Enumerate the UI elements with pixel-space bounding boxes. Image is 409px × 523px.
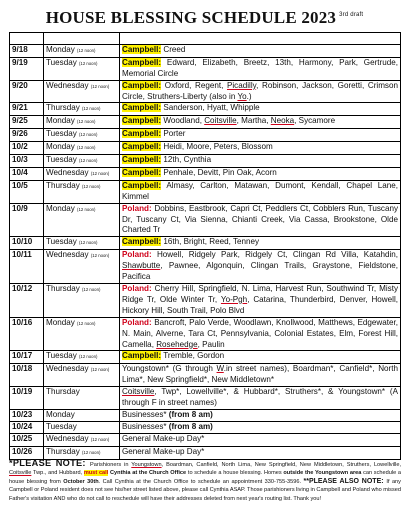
- header-row: [10, 33, 401, 45]
- streets-cell: [120, 129, 401, 142]
- time-note: (12 noon): [79, 158, 98, 164]
- time-note: (12 noon): [82, 449, 101, 455]
- street-text: 12th, Cynthia: [163, 155, 212, 165]
- street-text: Porter: [163, 129, 186, 139]
- street-text: Picadilly: [226, 80, 257, 90]
- street-text: Oxford, Regent,: [164, 80, 227, 90]
- notice-text: If any Campbell or Poland resident does not see his/her street listed above, please call Cynthia ASAP. Those parishioners living in Campbell and Poland who missed Father's visitation AND who do not call to reschedule will have their addresses deleted from next year's routing list. Thank you!: [9, 478, 401, 502]
- campbell-label: Campbell:: [122, 116, 162, 126]
- campbell-label: Campbell:: [122, 103, 162, 113]
- day-cell: [44, 421, 120, 433]
- weekday-label: Wednesday: [46, 80, 89, 90]
- campbell-label: Campbell:: [122, 351, 162, 361]
- poland-label: Poland:: [122, 203, 152, 213]
- schedule-rows: [10, 33, 401, 460]
- poland-label: Poland:: [122, 250, 152, 260]
- weekday-label: Thursday: [46, 387, 80, 397]
- day-cell: [44, 80, 120, 103]
- streets-cell: [120, 421, 401, 433]
- streets-cell: [120, 155, 401, 168]
- streets-cell: [120, 142, 401, 155]
- date-cell: 10/5: [10, 180, 44, 203]
- date-cell: 10/12: [10, 284, 44, 318]
- notice-text: Cynthia at the Church Office: [108, 470, 187, 477]
- street-text: Businesses*: [122, 421, 169, 431]
- schedule-row: [10, 142, 401, 155]
- street-text: Cherry Hill, Springfield, N. Lima, Harvest Run, Southwind Tr, Misty Ridge Tr, Olde Winter Tr,: [122, 284, 399, 304]
- schedule-row: [10, 364, 401, 387]
- streets-cell: [120, 103, 401, 116]
- street-text: , Catarina, Thunderbird, Denver, Howell, Hickory Hill, South Trail, Polo Blvd: [122, 294, 399, 315]
- weekday-label: Thursday: [46, 446, 80, 456]
- date-cell: 10/23: [10, 409, 44, 421]
- street-text: Tremble, Gordon: [163, 351, 225, 361]
- day-cell: [44, 351, 120, 364]
- weekday-label: Monday: [46, 116, 75, 126]
- title-text: HOUSE BLESSING SCHEDULE 2023: [45, 8, 337, 27]
- street-text: (from 8 am): [168, 421, 213, 431]
- streets-cell: [120, 250, 401, 284]
- day-cell: [44, 155, 120, 168]
- poland-label: Poland:: [122, 317, 152, 327]
- street-text: General Make-up Day*: [122, 446, 205, 456]
- street-text: Coitsville: [204, 116, 237, 126]
- header-date-cell: [10, 33, 44, 45]
- weekday-label: Wednesday: [46, 167, 89, 177]
- street-text: , Twp*, Lowellville*, & Hubbard*, Struthers*, & Youngstown* (A through F in street names): [122, 387, 398, 408]
- weekday-label: Monday: [46, 409, 75, 419]
- streets-cell: [120, 433, 401, 446]
- page-title: [0, 8, 409, 28]
- street-text: Shawbutte: [122, 261, 161, 271]
- schedule-row: [10, 80, 401, 103]
- street-text: .in street names), Boardman*, Canfield*, North Lima*, New Springfield*, New Middletown*: [122, 364, 398, 385]
- day-cell: [44, 237, 120, 250]
- schedule-row: [10, 203, 401, 237]
- time-note: (12 noon): [79, 354, 98, 360]
- time-note: (12 noon): [82, 106, 101, 112]
- date-cell: 9/25: [10, 116, 44, 129]
- date-cell: 10/18: [10, 364, 44, 387]
- time-note: (12 noon): [77, 145, 96, 151]
- day-cell: [44, 387, 120, 410]
- weekday-label: Thursday: [46, 103, 80, 113]
- weekday-label: Tuesday: [46, 351, 77, 361]
- notes-paragraph: [9, 459, 401, 503]
- streets-cell: [120, 80, 401, 103]
- campbell-label: Campbell:: [122, 237, 162, 247]
- day-cell: [44, 142, 120, 155]
- notice-text: outside the Youngstown area: [283, 470, 362, 477]
- notice-text: can schedule a house blessing from: [9, 470, 402, 485]
- date-cell: 10/17: [10, 351, 44, 364]
- campbell-label: Campbell:: [122, 44, 162, 54]
- schedule-row: [10, 250, 401, 284]
- street-text: W: [216, 364, 224, 374]
- weekday-label: Tuesday: [46, 57, 77, 67]
- date-cell: 10/11: [10, 250, 44, 284]
- schedule-row: [10, 433, 401, 446]
- streets-cell: [120, 44, 401, 57]
- street-text: , Pawnee, Algonquin, Clingan Trails, Graystone, Fieldstone, Pacifica: [122, 261, 398, 282]
- weekday-label: Tuesday: [46, 129, 77, 139]
- street-text: Heidi, Moore, Peters, Blossom: [163, 142, 273, 152]
- schedule-row: [10, 409, 401, 421]
- street-text: Rosehedge: [156, 339, 198, 349]
- notice-text: Parishioners in: [90, 462, 132, 468]
- date-cell: 10/9: [10, 203, 44, 237]
- streets-cell: [120, 446, 401, 459]
- schedule-row: [10, 284, 401, 318]
- time-note: (12 noon): [90, 367, 110, 373]
- schedule-row: [10, 116, 401, 129]
- streets-cell: [120, 409, 401, 421]
- schedule-row: [10, 180, 401, 203]
- notice-text: to schedule a house blessing. Homes: [186, 470, 284, 477]
- time-note: (12 noon): [77, 119, 96, 125]
- streets-cell: [120, 351, 401, 364]
- schedule-row: [10, 421, 401, 433]
- date-cell: 10/19: [10, 387, 44, 410]
- streets-cell: [120, 387, 401, 410]
- header-day-cell: [44, 33, 120, 45]
- date-cell: 10/4: [10, 167, 44, 180]
- date-cell: 10/2: [10, 142, 44, 155]
- date-cell: 9/18: [10, 44, 44, 57]
- street-text: Yo: [237, 91, 247, 101]
- date-cell: 10/24: [10, 421, 44, 433]
- streets-cell: [120, 237, 401, 250]
- weekday-label: Tuesday: [46, 155, 77, 165]
- date-cell: 10/3: [10, 155, 44, 168]
- date-cell: 9/26: [10, 129, 44, 142]
- campbell-label: Campbell:: [122, 57, 162, 67]
- weekday-label: Monday: [46, 317, 75, 327]
- time-note: (12 noon): [90, 83, 110, 89]
- weekday-label: Thursday: [46, 284, 80, 294]
- streets-cell: [120, 364, 401, 387]
- day-cell: [44, 103, 120, 116]
- weekday-label: Wednesday: [46, 250, 89, 260]
- schedule-row: [10, 129, 401, 142]
- street-text: .): [246, 91, 252, 101]
- draft-note: 3rd draft: [339, 12, 364, 19]
- day-cell: [44, 129, 120, 142]
- street-text: (from 8 am): [168, 409, 213, 419]
- streets-cell: [120, 203, 401, 237]
- campbell-label: Campbell:: [122, 180, 162, 190]
- notice-heading: **PLEASE ALSO NOTE:: [303, 477, 387, 485]
- campbell-label: Campbell:: [122, 167, 162, 177]
- campbell-label: Campbell:: [122, 129, 162, 139]
- date-cell: 9/19: [10, 57, 44, 80]
- schedule-row: [10, 57, 401, 80]
- time-note: (12 noon): [90, 253, 110, 259]
- street-text: Businesses*: [122, 409, 169, 419]
- street-text: Neoka: [270, 116, 295, 126]
- streets-cell: [120, 167, 401, 180]
- street-text: Youngstown* (G through: [122, 364, 217, 374]
- weekday-label: Monday: [46, 142, 75, 152]
- campbell-label: Campbell:: [122, 142, 162, 152]
- street-text: Edward, Elizabeth, Breetz, 13th, Harmony, Park, Gertrude, Memorial Circle: [122, 57, 399, 78]
- day-cell: [44, 203, 120, 237]
- header-streets-cell: [120, 33, 401, 45]
- street-text: Penhale, Devitt, Pin Oak, Acorn: [163, 167, 277, 177]
- day-cell: [44, 167, 120, 180]
- schedule-row: [10, 387, 401, 410]
- date-cell: 10/16: [10, 317, 44, 351]
- schedule-row: [10, 237, 401, 250]
- weekday-label: Wednesday: [46, 433, 89, 443]
- schedule-row: [10, 155, 401, 168]
- day-cell: [44, 44, 120, 57]
- time-note: (12 noon): [79, 60, 98, 66]
- street-text: Creed: [163, 44, 186, 54]
- time-note: (12 noon): [77, 47, 96, 53]
- day-cell: [44, 409, 120, 421]
- weekday-label: Thursday: [46, 180, 80, 190]
- day-cell: [44, 116, 120, 129]
- must-call-highlight: must call: [83, 470, 109, 477]
- time-note: (12 noon): [82, 287, 101, 293]
- streets-cell: [120, 116, 401, 129]
- time-note: (12 noon): [82, 183, 101, 189]
- schedule-table: [9, 32, 401, 460]
- date-cell: 10/25: [10, 433, 44, 446]
- street-text: Woodland,: [163, 116, 205, 126]
- schedule-row: [10, 103, 401, 116]
- day-cell: [44, 433, 120, 446]
- streets-cell: [120, 180, 401, 203]
- campbell-label: Campbell:: [122, 155, 162, 165]
- notice-text: October 30th: [63, 478, 99, 485]
- schedule-row: [10, 167, 401, 180]
- schedule-row: [10, 351, 401, 364]
- day-cell: [44, 364, 120, 387]
- time-note: (12 noon): [90, 170, 110, 176]
- weekday-label: Monday: [46, 203, 75, 213]
- street-text: , Sycamore: [294, 116, 336, 126]
- date-cell: 10/26: [10, 446, 44, 459]
- streets-cell: [120, 57, 401, 80]
- day-cell: [44, 284, 120, 318]
- street-text: Coitsville: [122, 387, 155, 397]
- street-text: , Paulin: [197, 339, 225, 349]
- notice-heading: *PLEASE NOTE:: [9, 458, 91, 468]
- date-cell: 9/21: [10, 103, 44, 116]
- notice-text: Youngstown: [131, 462, 162, 468]
- schedule-row: [10, 44, 401, 57]
- notice-text: . Call Cynthia at the Church Office to schedule an appointment 330-755-3596.: [98, 478, 304, 485]
- weekday-label: Monday: [46, 44, 75, 54]
- time-note: (12 noon): [90, 436, 110, 442]
- time-note: (12 noon): [79, 132, 98, 138]
- time-note: (12 noon): [77, 206, 96, 212]
- notice-text: , Boardman, Canfield, North Lima, New Springfield, New Middletown, Struthers, Lowellville,: [161, 462, 401, 468]
- schedule-row: [10, 317, 401, 351]
- time-note: (12 noon): [77, 320, 96, 326]
- street-text: Howell, Ridgely Park, Ridgely Ct, Clingan Rd Villa, Katahdin,: [156, 250, 399, 260]
- street-text: , Robinson, Jackson, Goretti, Crimson Circle, Struthers-Liberty (also in: [122, 80, 398, 101]
- day-cell: [44, 317, 120, 351]
- day-cell: [44, 250, 120, 284]
- weekday-label: Tuesday: [46, 421, 77, 431]
- weekday-label: Wednesday: [46, 364, 89, 374]
- date-cell: 10/10: [10, 237, 44, 250]
- street-text: Almasy, Carlton, Matawan, Dumont, Kendall, Chapel Lane, Kimmel: [122, 180, 398, 201]
- street-text: Sanderson, Hyatt, Whipple: [163, 103, 260, 113]
- campbell-label: Campbell:: [122, 80, 162, 90]
- street-text: , Martha,: [236, 116, 271, 126]
- street-text: General Make-up Day*: [122, 433, 205, 443]
- time-note: (12 noon): [79, 240, 98, 246]
- weekday-label: Tuesday: [46, 237, 77, 247]
- date-cell: 9/20: [10, 80, 44, 103]
- notice-text: Coitsville: [9, 470, 32, 477]
- street-text: 16th, Bright, Reed, Tenney: [163, 237, 260, 247]
- street-text: Dobbins, Eastbrook, Capri Ct, Peddlers Ct, Cobblers Run, Tuscany Dr, Tuscany Ct, Via Sienna, Chianti Creek, Via Cassa, Brookstone, Olde Charted Tr: [122, 203, 399, 235]
- streets-cell: [120, 284, 401, 318]
- street-text: Bancroft, Palo Verde, Woodlawn, Knollwood, Matthews, Edgewater, N. Main, Alverne, Tara Ct, Pennsylvania, Colonial Estates, Elm, Forest Hill, Camella,: [122, 317, 398, 349]
- streets-cell: [120, 317, 401, 351]
- day-cell: [44, 180, 120, 203]
- day-cell: [44, 57, 120, 80]
- poland-label: Poland:: [122, 284, 152, 294]
- notice-text: Twp., and Hubbard,: [31, 470, 84, 477]
- street-text: Yo-Pgh: [220, 294, 248, 304]
